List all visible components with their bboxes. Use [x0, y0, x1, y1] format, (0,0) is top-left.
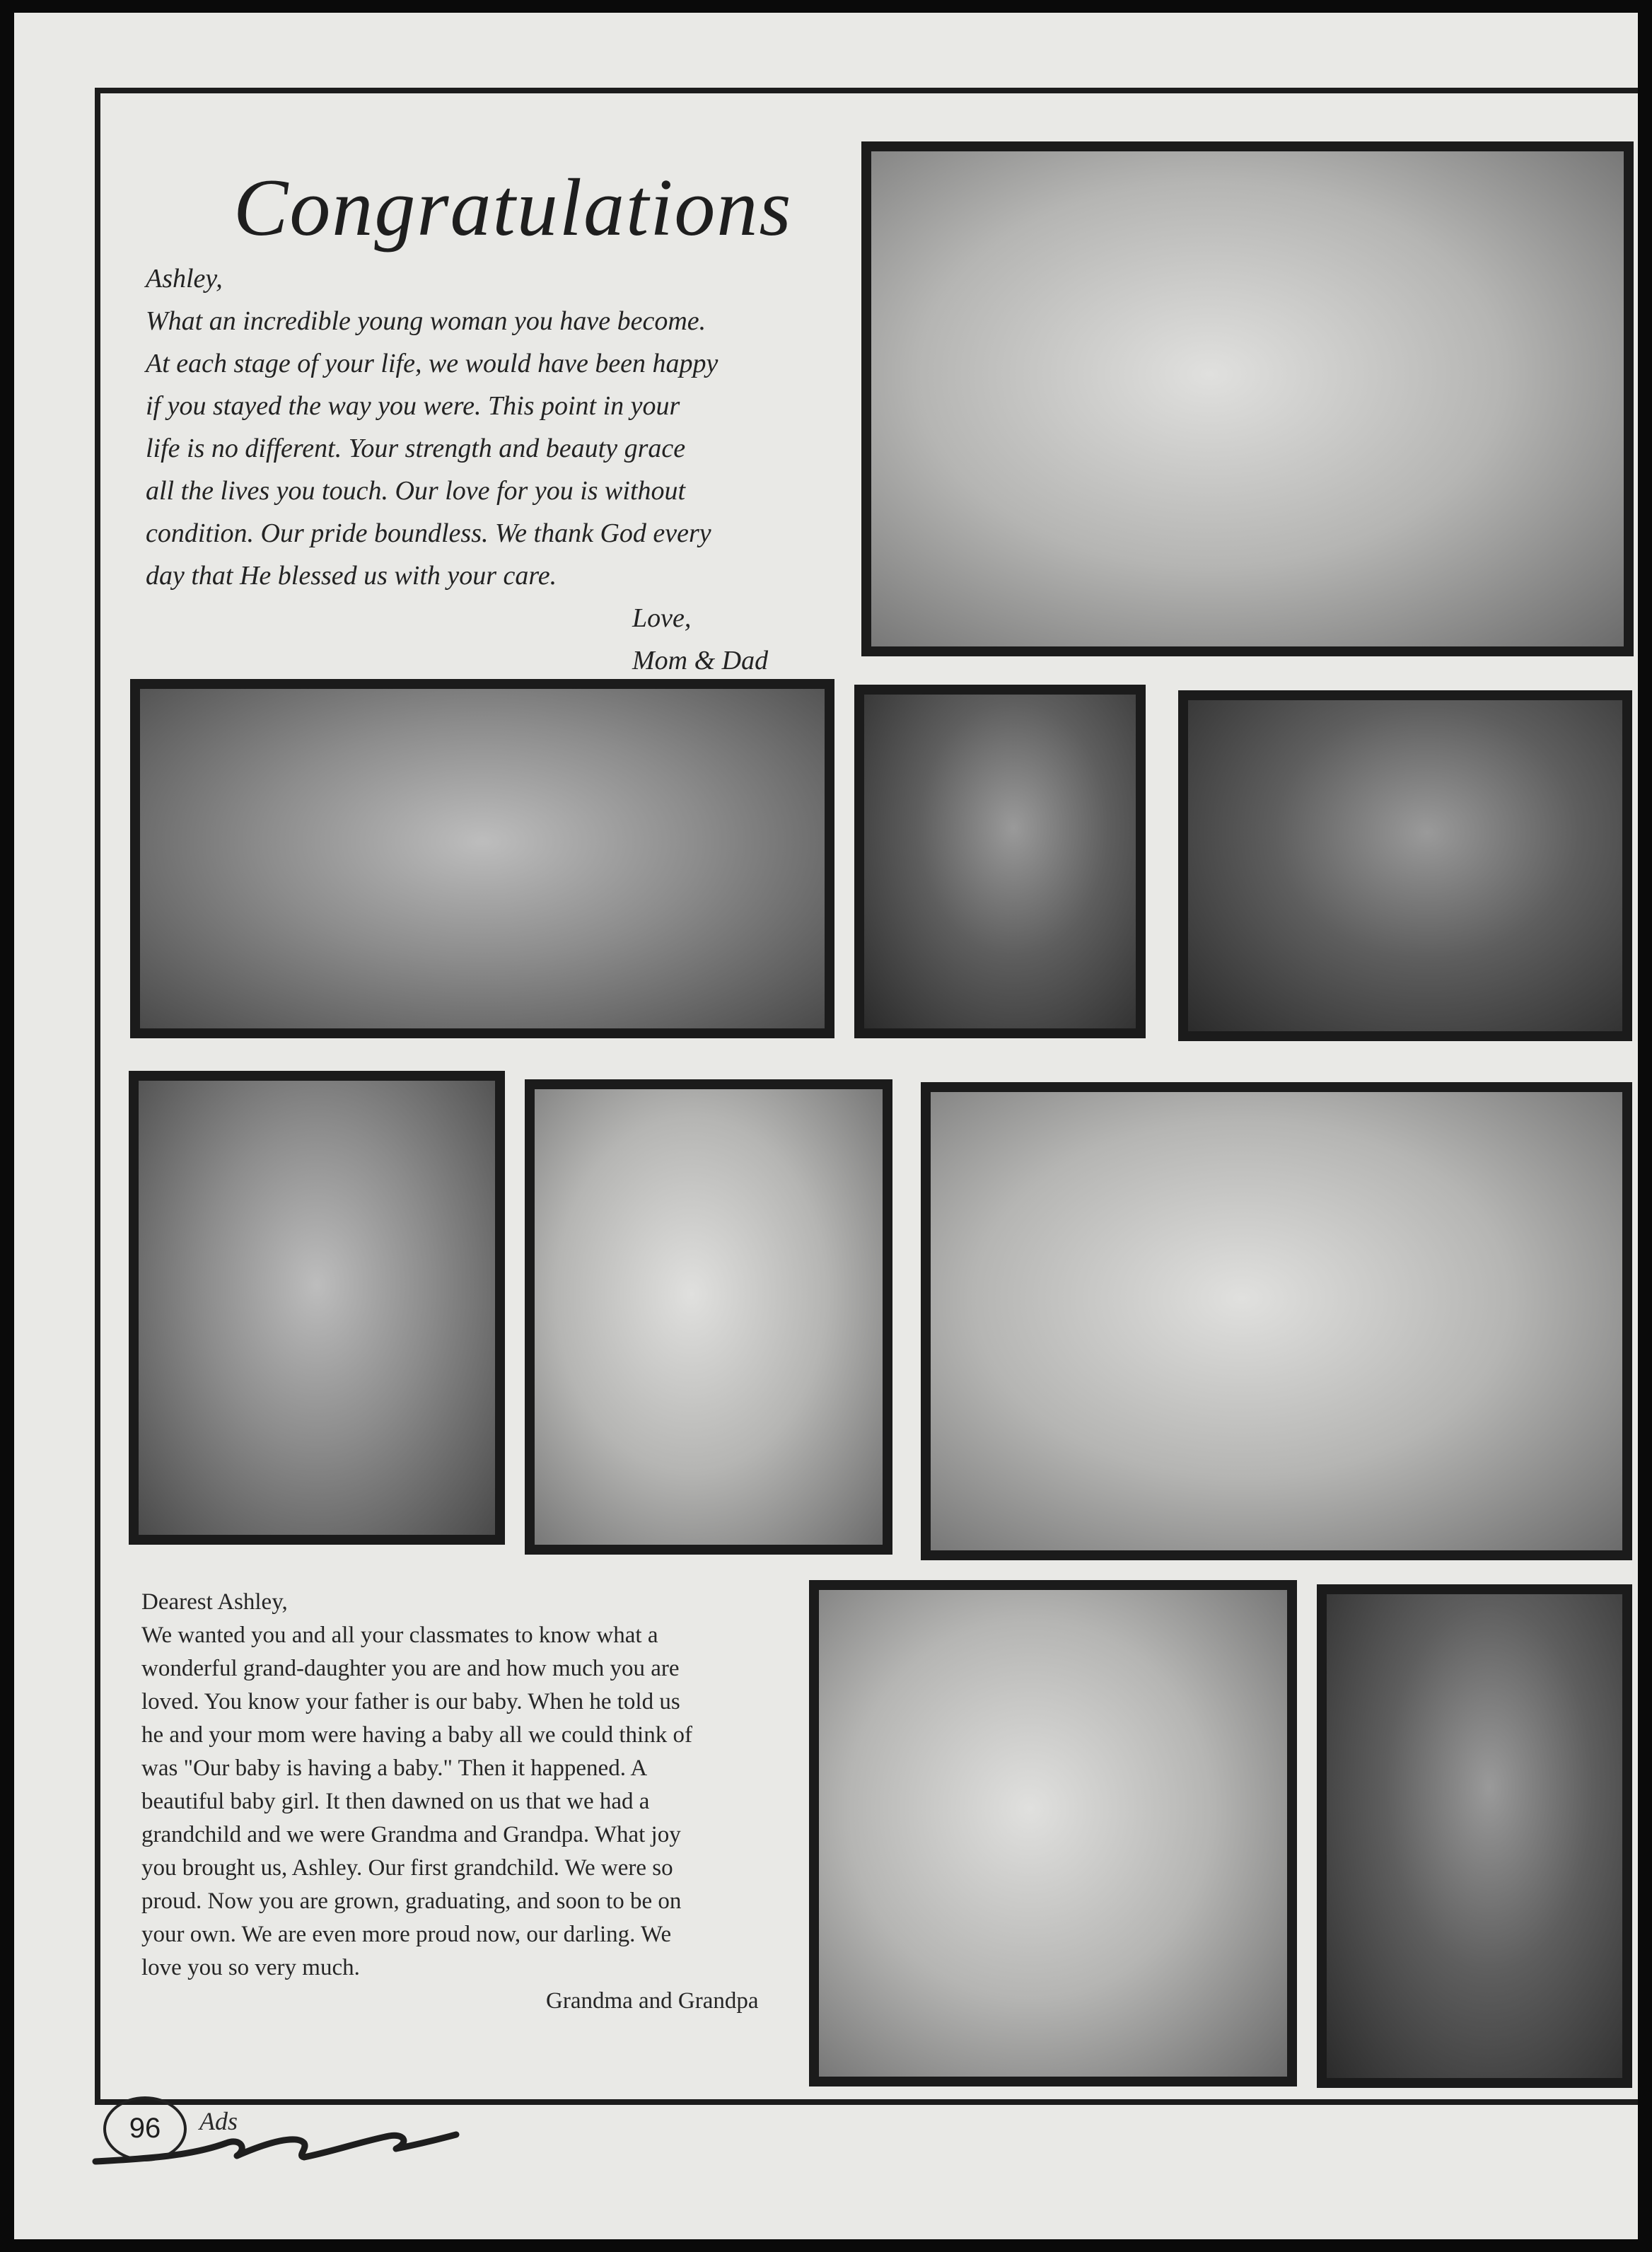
message-line: condition. Our pride boundless. We thank God every — [146, 518, 711, 548]
message-line: was "Our baby is having a baby." Then it happened. A — [141, 1755, 648, 1781]
yearbook-page — [14, 13, 1638, 2239]
message-line: love you so very much. — [141, 1955, 360, 1980]
message-line: your own. We are even more proud now, our darling. We — [141, 1922, 672, 1947]
message-line: he and your mom were having a baby all we could think of — [141, 1722, 692, 1748]
message-line: wonderful grand-daughter you are and how much you are — [141, 1656, 680, 1681]
message-line: grandchild and we were Grandma and Grandpa. What joy — [141, 1822, 681, 1847]
message-line: What an incredible young woman you have become. — [146, 306, 706, 336]
photo-toddler-outdoors — [525, 1079, 892, 1555]
message-line: We wanted you and all your classmates to know what a — [141, 1623, 658, 1648]
photo-child-with-father — [854, 685, 1146, 1038]
parents-signature: Mom & Dad — [632, 646, 769, 675]
message-line: life is no different. Your strength and beauty grace — [146, 434, 686, 463]
parents-greeting: Ashley, — [146, 264, 223, 294]
message-line: beautiful baby girl. It then dawned on us that we had a — [141, 1789, 650, 1814]
photo-crawling-baby — [130, 679, 834, 1038]
photo-baby-portrait — [861, 141, 1634, 656]
message-line: day that He blessed us with your care. — [146, 561, 557, 591]
grandparents-greeting: Dearest Ashley, — [141, 1589, 288, 1615]
message-line: loved. You know your father is our baby. When he told us — [141, 1689, 680, 1714]
page-number: 96 — [103, 2096, 187, 2161]
message-line: you brought us, Ashley. Our first grandchild. We were so — [141, 1855, 673, 1881]
photo-toddler-overalls — [129, 1071, 505, 1545]
photo-toddler-in-chair — [809, 1580, 1297, 2086]
message-line: if you stayed the way you were. This point in your — [146, 391, 680, 421]
grandparents-signature: Grandma and Grandpa — [546, 1988, 759, 2014]
photo-senior-portrait — [1178, 690, 1632, 1041]
message-line: proud. Now you are grown, graduating, and soon to be on — [141, 1888, 682, 1914]
message-line: At each stage of your life, we would have been happy — [146, 349, 719, 378]
parents-closing: Love, — [632, 603, 692, 633]
page-footer — [92, 2092, 460, 2170]
parents-message — [146, 257, 867, 682]
photo-baby-on-bed — [921, 1082, 1632, 1560]
section-label: Ads — [199, 2107, 238, 2135]
page-title: Congratulations — [233, 163, 793, 253]
message-line: all the lives you touch. Our love for you is without — [146, 476, 686, 506]
grandparents-message — [141, 1586, 806, 2018]
photo-grandmother-with-children — [1317, 1584, 1632, 2088]
